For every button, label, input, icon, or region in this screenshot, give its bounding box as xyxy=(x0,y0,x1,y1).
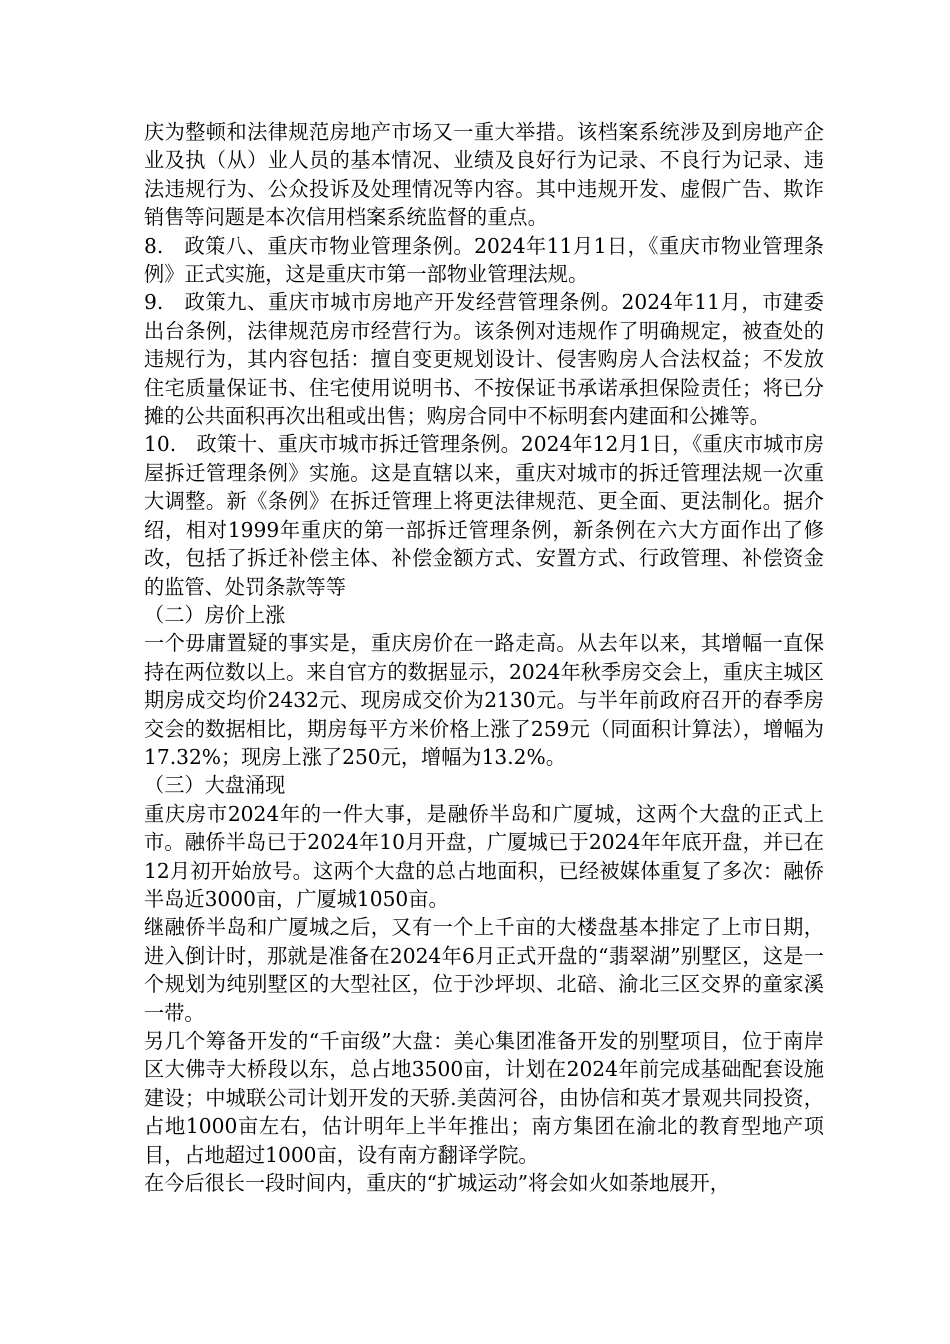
section-heading-large-projects: （三）大盘涌现 xyxy=(144,773,286,798)
paragraph-policy-9: 9. 政策九、重庆市城市房地产开发经营管理条例。2024年11月，市建委出台条例，法律规范房市经营行为。该条例对违规作了明确规定，被查处的违规行为，其内容包括：擅自变更规划设计、侵害购房人合法权益；不发放住宅质量保证书、住宅使用说明书、不按保证书承诺承担保险责任；将已分摊的公共面积再次出租或出售；购房合同中不标明套内建面和公摊等。 xyxy=(144,290,824,429)
document-page xyxy=(144,118,824,1197)
paragraph-large-projects-1: 重庆房市2024年的一件大事，是融侨半岛和广厦城，这两个大盘的正式上市。融侨半岛已于2024年10月开盘，广厦城已于2024年年底开盘，并已在12月初开始放号。这两个大盘的总占地面积，已经被媒体重复了多次：融侨半岛近3000亩，广厦城1050亩。 xyxy=(144,801,824,911)
paragraph-policy-10: 10. 政策十、重庆市城市拆迁管理条例。2024年12月1日，《重庆市城市房屋拆迁管理条例》实施。这是直辖以来，重庆对城市的拆迁管理法规一次重大调整。新《条例》在拆迁管理上将更法律规范、更全面、更法制化。据介绍，相对1999年重庆的第一部拆迁管理条例，新条例在六大方面作出了修改，包括了拆迁补偿主体、补偿金额方式、安置方式、行政管理、补偿资金的监管、处罚条款等等 xyxy=(144,432,824,599)
paragraph-large-projects-3: 另几个筹备开发的“千亩级”大盘：美心集团准备开发的别墅项目，位于南岸区大佛寺大桥段以东，总占地3500亩，计划在2024年前完成基础配套设施建设；中城联公司计划开发的天骄.美茵河谷，由协信和英才景观共同投资，占地1000亩左右，估计明年上半年推出；南方集团在渝北的教育型地产项目，占地超过1000亩，设有南方翻译学院。 xyxy=(144,1029,824,1167)
paragraph-price-rise: 一个毋庸置疑的事实是，重庆房价在一路走高。从去年以来，其增幅一直保持在两位数以上。来自官方的数据显示，2024年秋季房交会上，重庆主城区期房成交均价2432元、现房成交价为2130元。与半年前政府召开的春季房交会的数据相比，期房每平方米价格上涨了259元（同面积计算法），增幅为17.32%；现房上涨了250元，增幅为13.2%。 xyxy=(144,631,824,769)
paragraph-policy-8: 8. 政策八、重庆市物业管理条例。2024年11月1日，《重庆市物业管理条例》正式实施，这是重庆市第一部物业管理法规。 xyxy=(144,233,824,287)
paragraph-credit-archive: 庆为整顿和法律规范房地产市场又一重大举措。该档案系统涉及到房地产企业及执（从）业人员的基本情况、业绩及良好行为记录、不良行为记录、违法违规行为、公众投诉及处理情况等内容。其中违规开发、虚假广告、欺诈销售等问题是本次信用档案系统监督的重点。 xyxy=(144,120,824,230)
paragraph-city-expansion: 在今后很长一段时间内，重庆的“扩城运动”将会如火如荼地展开， xyxy=(144,1171,730,1196)
section-heading-price-rise: （二）房价上涨 xyxy=(144,602,286,627)
paragraph-large-projects-2: 继融侨半岛和广厦城之后，又有一个上千亩的大楼盘基本排定了上市日期，进入倒计时，那就是准备在2024年6月正式开盘的“翡翠湖”别墅区，这是一个规划为纯别墅区的大型社区，位于沙坪坝、北碚、渝北三区交界的童家溪一带。 xyxy=(144,915,824,1025)
